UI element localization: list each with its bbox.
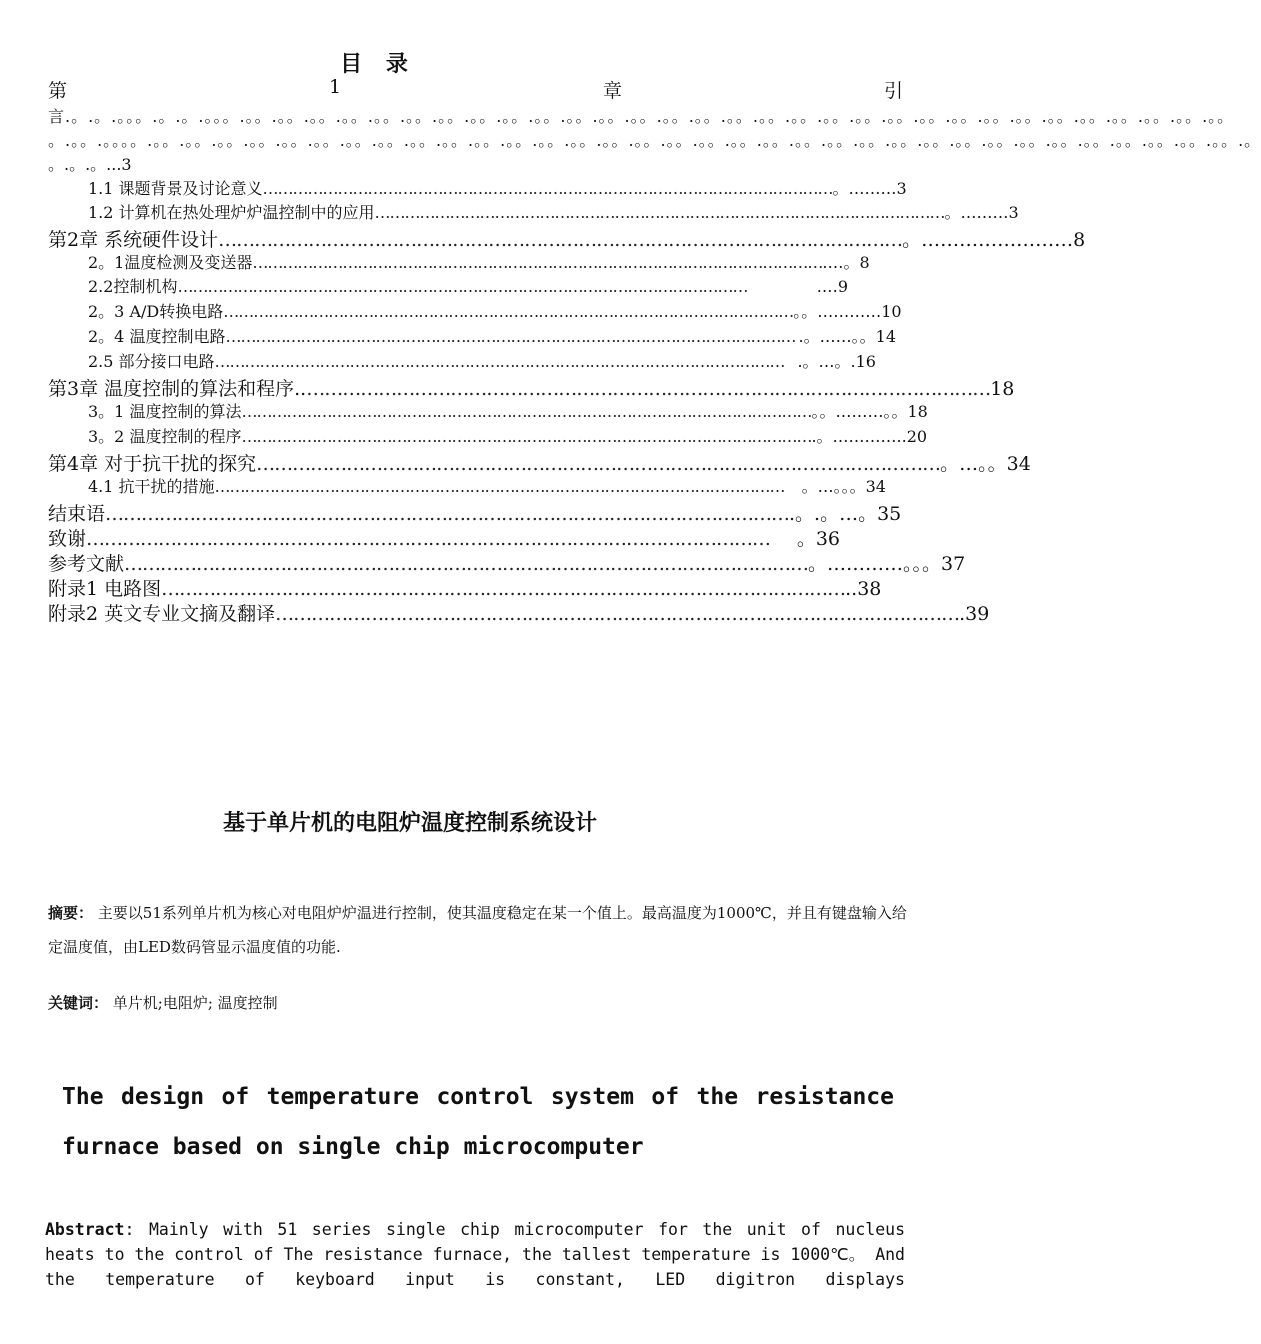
toc-entry-label: 2。4 温度控制电路 <box>88 327 226 346</box>
toc-entry[interactable] <box>48 574 882 601</box>
toc-ch1-page: 。.。.。...3 <box>48 155 132 174</box>
toc-leader: …………………………………………………………………………………………………… <box>105 503 790 525</box>
abstract-cn <box>48 896 908 964</box>
abstract-en-text: : Mainly with 51 series single chip microcomputer for the unit of nucleus heats to the control of The resistance furnace, the tallest temperature is 1000℃。 And the temperature of keyboard input is constant, LED digitron displays <box>45 1220 905 1289</box>
toc-entry-page: 。……………………8 <box>902 229 1086 251</box>
toc-title: 目 录 <box>340 51 416 77</box>
toc-leader: …………………………………………………………………………………………………… <box>241 402 812 421</box>
toc-entry-page: 。。………。。18 <box>811 402 928 421</box>
toc-entry-label: 1.2 计算机在热处理炉炉温控制中的应用 <box>88 203 375 222</box>
abstract-cn-label: 摘要： <box>48 904 94 922</box>
toc-entry-page: .…9 <box>816 277 848 296</box>
toc-entry-page: .39 <box>959 603 990 625</box>
toc-entry-page: 。。…………10 <box>793 302 902 321</box>
toc-entry-page: .。.。…。35 <box>789 503 902 525</box>
toc-leader: …………………………………………………………………………………………………… <box>218 229 903 251</box>
toc-entry[interactable] <box>48 524 840 551</box>
toc-entry-page: .。…。.16 <box>797 352 876 371</box>
toc-entry-label: 第2章 系统硬件设计 <box>48 229 219 251</box>
toc-leader: …………………………………………………………………………………………………… <box>241 427 812 446</box>
toc-entry[interactable] <box>88 324 896 347</box>
toc-entry-page: .…。8 <box>822 253 870 272</box>
toc-leader: …………………………………………………………………………………………………… <box>275 603 960 625</box>
toc-ch1-part: 章 <box>603 80 623 102</box>
toc-entry-label: 4.1 抗干扰的措施 <box>88 477 215 496</box>
toc-entry[interactable] <box>48 449 1031 476</box>
abstract-cn-text: 主要以51系列单片机为核心对电阻炉炉温进行控制，使其温度稳定在某一个值上。最高温度为1000℃，并且有键盘输入给定温度值，由LED数码管显示温度值的功能. <box>48 904 907 956</box>
toc-entry[interactable] <box>48 599 990 626</box>
toc-entry[interactable] <box>88 250 870 273</box>
toc-ch1-part: 1 <box>328 76 342 98</box>
toc-ch1-part: 引 <box>883 80 903 102</box>
toc-entry-page: 。…。。。34 <box>801 477 886 496</box>
toc-leader: …………………………………………………………………………………………………… <box>225 327 796 346</box>
toc-entry[interactable] <box>88 176 907 199</box>
toc-entry-page: 。36 <box>796 528 840 550</box>
toc-leader: …………………………………………………………………………………………………… <box>306 378 991 400</box>
toc-leader: …………………………………………………………………………………………………… <box>262 179 833 198</box>
toc-leader: …………………………………………………………………………………………………… <box>214 477 785 496</box>
toc-entry-label: 附录1 电路图 <box>48 578 162 600</box>
toc-entry[interactable] <box>88 299 902 322</box>
paper-title-cn: 基于单片机的电阻炉温度控制系统设计 <box>222 810 597 836</box>
toc-entry[interactable] <box>48 499 902 526</box>
toc-entry-label: 2。3 A/D转换电路 <box>88 302 224 321</box>
toc-entry[interactable] <box>48 549 966 576</box>
toc-leader: …………………………………………………………………………………………………… <box>256 453 941 475</box>
toc-ch1-leader: 。.。。.。。。。.。。.。。.。。.。。.。。.。。.。。.。。.。。.。。.。。.。。.。。.。。.。。.。。.。。.。。.。。.。。.。。.。。.。。.。。.。。.。。.。。.。。.。。.。。.。。.。。.。。.。。.。 <box>48 131 1261 150</box>
toc-entry[interactable] <box>88 349 876 372</box>
toc-entry-label: 参考文献 <box>48 553 125 575</box>
toc-entry[interactable] <box>88 474 886 497</box>
paper-title-en: The design of temperature control system of the resistance furnace based on single chip microcomputer <box>62 1084 894 1160</box>
toc-leader: …………………………………………………………………………………………………… <box>374 203 945 222</box>
toc-entry-label: 结束语 <box>48 503 106 525</box>
toc-leader: …………………………………………………………………………………………………… <box>252 253 823 272</box>
toc-entry-label: 2.2控制机构 <box>88 277 178 296</box>
toc-entry-page: ..38 <box>845 578 882 600</box>
toc-entry-label: 致谢 <box>48 528 87 550</box>
toc-entry-chapter-1[interactable] <box>48 76 903 103</box>
toc-entry[interactable] <box>88 274 848 297</box>
toc-entry-page: 。…………。。。37 <box>808 553 966 575</box>
toc-entry[interactable] <box>48 374 1015 401</box>
toc-leader: …………………………………………………………………………………………………… <box>86 528 771 550</box>
toc-entry[interactable] <box>88 200 1019 223</box>
toc-entry[interactable] <box>48 225 1086 252</box>
toc-leader: …………………………………………………………………………………………………… <box>177 277 748 296</box>
toc-entry-label: 3。2 温度控制的程序 <box>88 427 242 446</box>
toc-entry-page: .。……。。14 <box>798 327 896 346</box>
toc-leader: …………………………………………………………………………………………………… <box>161 578 846 600</box>
toc-entry-label: 3。1 温度控制的算法 <box>88 402 242 421</box>
toc-entry-label: 2.5 部分接口电路 <box>88 352 215 371</box>
keywords <box>48 992 278 1013</box>
toc-leader: …………………………………………………………………………………………………… <box>223 302 794 321</box>
abstract-en-label: Abstract <box>45 1220 125 1239</box>
toc-entry[interactable] <box>88 399 928 422</box>
toc-entry-page: 。…。。34 <box>940 453 1031 475</box>
abstract-en <box>45 1217 905 1292</box>
toc-entry-label: 2。1温度检测及变送器 <box>88 253 253 272</box>
toc-leader: …………………………………………………………………………………………………… <box>124 553 809 575</box>
toc-entry-page: 。………3 <box>944 203 1019 222</box>
toc-entry-label: 第4章 对于抗干扰的探究 <box>48 453 257 475</box>
toc-entry-label: 第3章 温度控制的算法和程序.. <box>48 378 307 400</box>
keywords-text: 单片机;电阻炉; 温度控制 <box>112 994 278 1012</box>
toc-entry[interactable] <box>88 424 928 447</box>
toc-entry-page: .。…………..20 <box>811 427 928 446</box>
toc-ch1-leader: 言.。.。.。。。.。.。.。。。.。。.。。.。。.。。.。。.。。.。。.。。.。。.。。.。。.。。.。。.。。.。。.。。.。。.。。.。。.。。.。。.。。.。。.。。.。。.。。.。。.。。.。。.。。.。。 <box>48 107 1235 126</box>
toc-entry-label: 附录2 英文专业文摘及翻译 <box>48 603 276 625</box>
toc-leader: …………………………………………………………………………………………………… <box>214 352 785 371</box>
toc-entry-label: 1.1 课题背景及讨论意义 <box>88 179 263 198</box>
toc-entry-page: 。………3 <box>832 179 907 198</box>
toc-entry-page: 18 <box>990 378 1015 400</box>
keywords-label: 关键词： <box>48 994 109 1012</box>
toc-ch1-part: 第 <box>48 80 68 102</box>
